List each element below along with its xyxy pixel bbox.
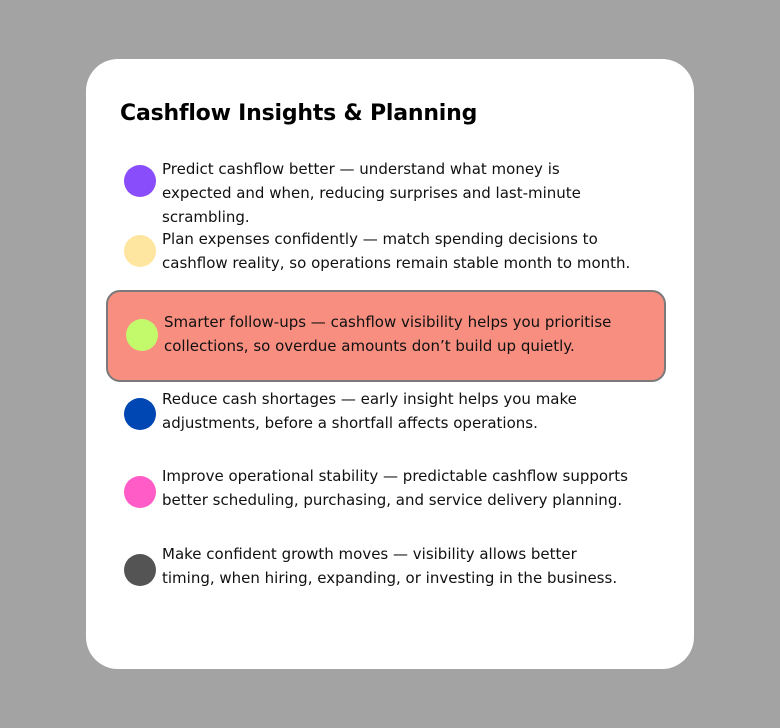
list-item-operational-stability [106,462,666,522]
list-item-plan-expenses [106,223,666,283]
list-item-text: Improve operational stability — predictable cashflow supports better scheduling, purchasing, and service delivery planning. [162,467,628,509]
card-title: Cashflow Insights & Planning [120,101,478,126]
list-item-text: Predict cashflow better — understand what money is expected and when, reducing surprises and last-minute scrambling. [162,160,581,226]
list-item-text: Make confident growth moves — visibility allows better timing, when hiring, expanding, or investing in the business. [162,545,618,587]
yellow-bullet-icon [124,235,156,267]
list-item-smarter-follow-ups [106,290,666,382]
blue-bullet-icon [124,398,156,430]
purple-bullet-icon [124,165,156,197]
list-item-reduce-shortages [106,385,666,445]
list-item-predict-cashflow [106,153,666,226]
list-item-text: Reduce cash shortages — early insight helps you make adjustments, before a shortfall affects operations. [162,390,577,432]
green-bullet-icon [126,319,158,351]
insights-card [86,59,694,669]
list-item-growth-moves [106,539,666,599]
list-item-text: Plan expenses confidently — match spending decisions to cashflow reality, so operations remain stable month to month. [162,230,631,272]
list-item-text: Smarter follow-ups — cashflow visibility helps you prioritise collections, so overdue amounts don’t build up quietly. [164,313,612,355]
gray-bullet-icon [124,554,156,586]
pink-bullet-icon [124,476,156,508]
